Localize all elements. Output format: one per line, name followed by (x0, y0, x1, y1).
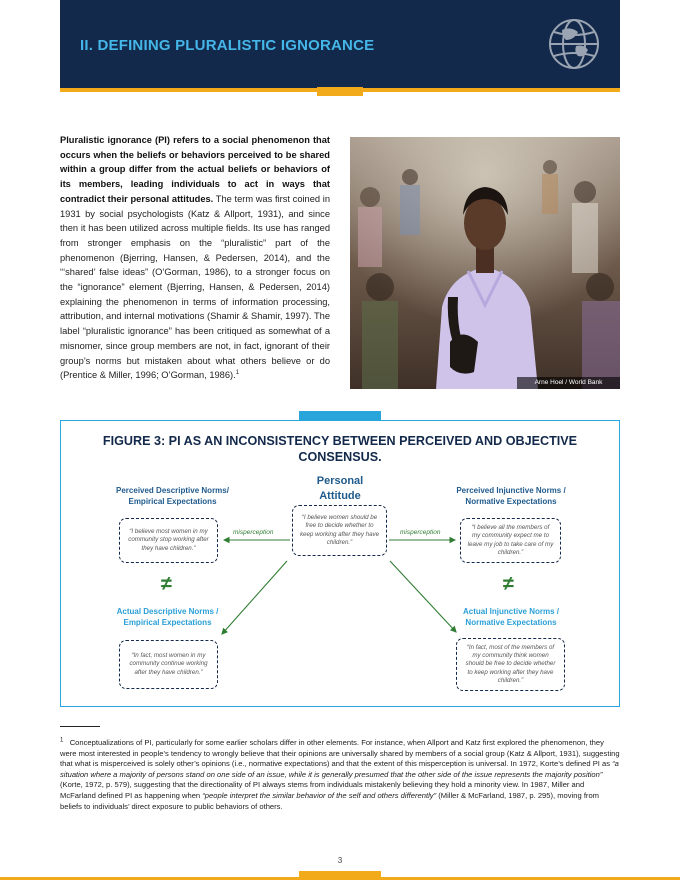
page-number: 3 (337, 856, 343, 865)
photo-woman-in-crowd (350, 137, 620, 389)
actual-descriptive-label: Actual Descriptive Norms / Empirical Expectations (116, 607, 219, 627)
personal-attitude-quote: “I believe women should be free to decide whether to keep working after they have children.” (292, 505, 387, 556)
footnote (60, 738, 622, 812)
header-gold-tab (317, 87, 363, 96)
perceived-injunctive-quote: “I believe all the members of my community expect me to leave my job to take care of my children.” (460, 518, 561, 563)
footnote-text-2: (Korte, 1972, p. 579), suggesting that the directionality of PI always stems from individuals mistakenly believing they hold a minority view. In 1987, Miller and McFarland defined PI as happening when (60, 780, 585, 800)
footnote-text-3: (Miller & McFarland, 1987, p. 295), moving from beliefs to individuals’ direct exposure to public behaviors of others. (60, 790, 600, 811)
body-bold-intro: Pluralistic ignorance (PI) refers to a social phenomenon that occurs when the beliefs or behaviors perceived to be shared within a group differ from the actual beliefs or behaviors of its members, leading individuals to act in ways that contradict their personal attitudes. (60, 135, 330, 204)
body-text: The term was first coined in 1931 by social psychologists (Katz & Allport, 1931), and since then it has been utilized across multiple fields. Its use has ranged from stronger emphasis on the “pluralistic” part of the phenomenon (Bjerring, Hansen, & Pedersen, 2014), and the “‘shared’ false ideas” (O’Gorman, 1986), to a stronger focus on the “ignorance” element (Bjerring, Hansen, & Pedersen, 2014) explaining the phenomenon in terms of information processing, attribution, and internal motivations (Shamir & Shamir, 1997). The label “pluralistic ignorance” has been critiqued as somewhat of a misnomer, since group members are not, in fact, ignorant of their group’s norms but mistaken about what others believe or do (Prentice & Miller, 1996; O’Gorman, 1986). (60, 193, 330, 381)
globe-icon (548, 18, 600, 70)
footnote-divider (60, 726, 100, 727)
body-paragraph (60, 133, 330, 383)
footnote-quote-1: “a situation where a majority of persons stand on one side of an issue, while it is generally presumed that the other side of the issue represents the majority position” (60, 759, 619, 779)
actual-descriptive-quote: “In fact, most women in my community continue working after they have children.” (119, 640, 218, 689)
personal-attitude-label: Personal Attitude (316, 475, 364, 502)
perceived-descriptive-quote: “I believe most women in my community stop working after they have children.” (119, 518, 218, 563)
perceived-descriptive-label: Perceived Descriptive Norms/ Empirical Expectations (116, 486, 229, 506)
misperception-right-label: misperception (400, 529, 441, 536)
not-equal-left-icon: ≠ (161, 573, 172, 595)
actual-injunctive-label: Actual Injunctive Norms / Normative Expectations (462, 607, 560, 627)
footnote-marker: 1 (60, 737, 64, 744)
footnote-ref: 1 (235, 370, 240, 377)
photo-credit: Arne Hoel / World Bank (517, 377, 620, 389)
figure-title: FIGURE 3: PI AS AN INCONSISTENCY BETWEEN PERCEIVED AND OBJECTIVE CONSENSUS. (102, 434, 578, 464)
actual-injunctive-quote: “In fact, most of the members of my community think women should be free to decide whether to keep working after they have children.” (456, 638, 565, 691)
footnote-quote-2: “people interpret the similar behavior of the self and others differently” (202, 790, 437, 800)
perceived-injunctive-label: Perceived Injunctive Norms / Normative Expectations (456, 486, 566, 506)
footnote-text-1: Conceptualizations of PI, particularly for some earlier scholars differ in other elements. For instance, when Allport and Katz first explored the phenomenon, they were most interested in people’s tendency to wrongly believe that their opinions are universally shared by members of a social group (Katz & Allport, 1931), suggesting that what is misperceived is solely other’s opinions (i.e., normative expectations) and that the extent of this misperception is universal. In 1972, Korte’s defined PI as (60, 738, 620, 769)
misperception-left-label: misperception (233, 529, 274, 536)
section-title: II. DEFINING PLURALISTIC IGNORANCE (80, 37, 375, 54)
not-equal-right-icon: ≠ (503, 573, 514, 595)
